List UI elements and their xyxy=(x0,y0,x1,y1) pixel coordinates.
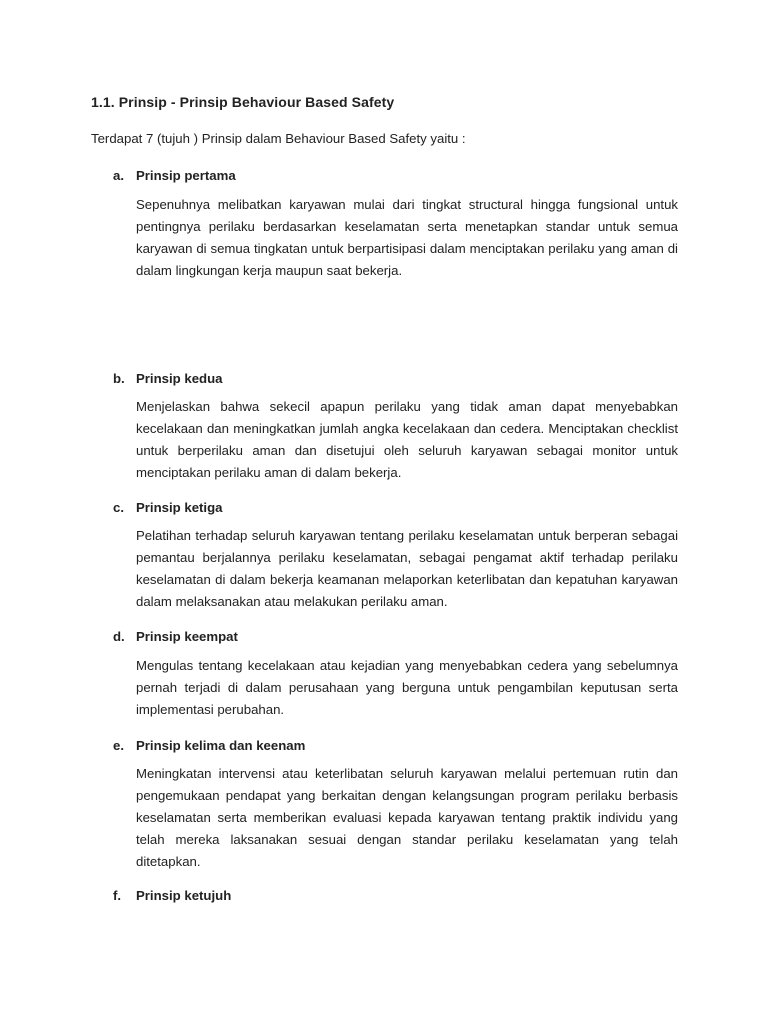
principle-text-e: Meningkatan intervensi atau keterlibatan seluruh karyawan melalui pertemuan rutin dan pengemukaan pendapat yang berkaitan dengan kelangsungan program perilaku berbasis keselamatan serta memberikan evaluasi kepada karyawan tentang praktik individu yang telah mereka laksanakan sesuai dengan standar perilaku keselamatan yang telah ditetapkan. xyxy=(136,766,678,869)
principle-title-text: Prinsip kedua xyxy=(136,371,223,386)
principle-title-d xyxy=(113,629,238,644)
principle-text-c: Pelatihan terhadap seluruh karyawan tentang perilaku keselamatan untuk berperan sebagai pemantau berjalannya perilaku keselamatan, sebagai pengamat aktif terhadap perilaku keselamatan di dalam bekerja keamanan melaporkan keterlibatan dan kepatuhan karyawan dalam melaksanakan atau melakukan perilaku aman. xyxy=(136,528,678,609)
principle-title-text: Prinsip ketiga xyxy=(136,500,223,515)
principle-title-f xyxy=(113,888,231,903)
section-heading: 1.1. Prinsip - Prinsip Behaviour Based Safety xyxy=(91,94,395,110)
principle-title-text: Prinsip ketujuh xyxy=(136,888,232,903)
principle-title-text: Prinsip pertama xyxy=(136,168,236,183)
list-marker: f. xyxy=(113,888,122,903)
list-marker: b. xyxy=(113,371,125,386)
principle-text-d: Mengulas tentang kecelakaan atau kejadian yang menyebabkan cedera yang sebelumnya pernah terjadi di dalam perusahaan yang berguna untuk pengambilan keputusan serta implementasi perubahan. xyxy=(136,658,678,717)
list-marker: a. xyxy=(113,168,124,183)
principle-title-a xyxy=(113,168,236,183)
principle-title-text: Prinsip keempat xyxy=(136,629,238,644)
principle-text-b: Menjelaskan bahwa sekecil apapun perilaku yang tidak aman dapat menyebabkan kecelakaan dan meningkatkan jumlah angka kecelakaan dan cedera. Menciptakan checklist untuk berperilaku aman dan disetujui oleh seluruh karyawan sebagai monitor untuk menciptakan perilaku aman di dalam bekerja. xyxy=(136,399,678,480)
principle-text-a: Sepenuhnya melibatkan karyawan mulai dari tingkat structural hingga fungsional untuk pentingnya perilaku berdasarkan keselamatan serta menetapkan standar untuk semua karyawan di semua tingkatan untuk berpartisipasi dalam menciptakan perilaku yang aman di dalam lingkungan kerja maupun saat bekerja. xyxy=(136,197,678,278)
list-marker: d. xyxy=(113,629,125,644)
principle-title-b xyxy=(113,371,222,386)
list-marker: c. xyxy=(113,500,124,515)
list-marker: e. xyxy=(113,738,124,753)
intro-text: Terdapat 7 (tujuh ) Prinsip dalam Behaviour Based Safety yaitu : xyxy=(91,131,466,146)
principle-title-text: Prinsip kelima dan keenam xyxy=(136,738,306,753)
principle-title-c xyxy=(113,500,222,515)
principle-title-e xyxy=(113,738,305,753)
